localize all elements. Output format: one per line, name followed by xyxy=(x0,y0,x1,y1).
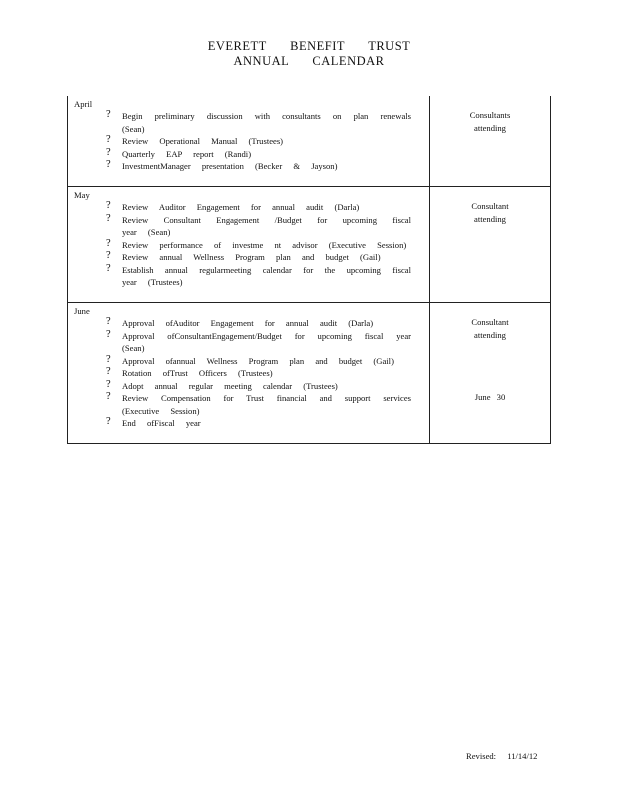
list-item xyxy=(106,135,429,148)
list-item xyxy=(106,355,429,368)
bullet-icon: ? xyxy=(106,378,111,390)
bullet-icon: ? xyxy=(106,316,111,327)
list-item xyxy=(106,148,429,161)
notes-cell-april xyxy=(430,96,551,187)
bullet-icon: ? xyxy=(106,146,111,158)
list-item xyxy=(106,317,429,330)
item-text: Review Auditor Engagement for annual audit (Darla) xyxy=(122,202,360,212)
list-item xyxy=(106,367,429,380)
bullet-icon: ? xyxy=(106,200,111,211)
item-text: Establish annual regularmeeting calendar for the upcoming fiscal year (Trustees) xyxy=(122,264,411,287)
april-items xyxy=(68,110,429,173)
month-row-june xyxy=(68,303,551,444)
note-line: Consultant xyxy=(471,201,509,211)
month-row-april xyxy=(68,96,551,187)
list-item xyxy=(106,264,429,289)
list-item xyxy=(106,417,429,430)
month-label-june: June xyxy=(74,306,90,316)
list-item xyxy=(106,201,429,214)
june-items xyxy=(68,317,429,430)
bullet-icon: ? xyxy=(106,353,111,365)
bullet-icon: ? xyxy=(106,134,111,145)
note-line: attending xyxy=(474,329,506,340)
item-text: Review Consultant Engagement /Budget for upcoming fiscal year (Sean) xyxy=(122,214,411,237)
bullet-icon: ? xyxy=(106,262,111,274)
bullet-icon: ? xyxy=(106,416,111,427)
document-subtitle: ANNUAL CALENDAR xyxy=(233,54,385,68)
month-row-may xyxy=(68,187,551,303)
bullet-icon: ? xyxy=(106,159,111,170)
bullet-icon: ? xyxy=(106,109,111,120)
item-text: Review Operational Manual (Trustees) xyxy=(122,136,284,146)
notes-cell-june xyxy=(430,303,551,444)
item-text: Review performance of investme nt advisor (Executive Session) xyxy=(122,239,407,250)
bullet-icon: ? xyxy=(106,366,111,377)
list-item xyxy=(106,110,429,135)
document-title: EVERETT BENEFIT TRUST xyxy=(207,39,411,53)
month-cell-june xyxy=(68,303,430,444)
list-item xyxy=(106,392,429,417)
item-text: InvestmentManager presentation (Becker & Jayson) xyxy=(122,161,338,171)
item-text: Quarterly EAP report (Randi) xyxy=(122,148,252,159)
bullet-icon: ? xyxy=(106,237,111,249)
bullet-icon: ? xyxy=(106,391,111,402)
list-item xyxy=(106,251,429,264)
bullet-icon: ? xyxy=(106,328,111,340)
bullet-icon: ? xyxy=(106,212,111,224)
list-item xyxy=(106,380,429,393)
spacer xyxy=(430,341,550,391)
list-item xyxy=(106,239,429,252)
notes-cell-may xyxy=(430,187,551,303)
bullet-icon: ? xyxy=(106,250,111,261)
item-text: Rotation ofTrust Officers (Trustees) xyxy=(122,368,273,378)
item-text: Approval ofAuditor Engagement for annual audit (Darla) xyxy=(122,318,374,328)
month-label-may: May xyxy=(74,190,90,200)
fiscal-year-end-note: June 30 xyxy=(474,392,506,402)
list-item xyxy=(106,214,429,239)
item-text: Review Compensation for Trust financial and support services (Executive Session) xyxy=(122,393,411,416)
item-text: Approval ofConsultantEngagement/Budget for upcoming fiscal year (Sean) xyxy=(122,330,411,353)
note-line: attending xyxy=(474,122,506,133)
note-line: attending xyxy=(474,213,506,224)
month-label-april: April xyxy=(74,99,93,109)
item-text: Begin preliminary discussion with consultants on plan renewals (Sean) xyxy=(122,111,411,134)
month-cell-april xyxy=(68,96,430,187)
item-text: Review annual Wellness Program plan and budget (Gail) xyxy=(122,252,381,262)
item-text: End ofFiscal year xyxy=(122,418,201,428)
annual-calendar-table xyxy=(67,96,551,444)
item-text: Adopt annual regular meeting calendar (Trustees) xyxy=(122,380,338,391)
note-line: Consultant xyxy=(471,317,509,327)
item-text: Approval ofannual Wellness Program plan and budget (Gail) xyxy=(122,355,394,366)
note-line: Consultants xyxy=(469,110,511,120)
list-item xyxy=(106,330,429,355)
month-cell-may xyxy=(68,187,430,303)
list-item xyxy=(106,160,429,173)
revised-date: Revised: 11/14/12 xyxy=(466,751,538,761)
may-items xyxy=(68,201,429,289)
